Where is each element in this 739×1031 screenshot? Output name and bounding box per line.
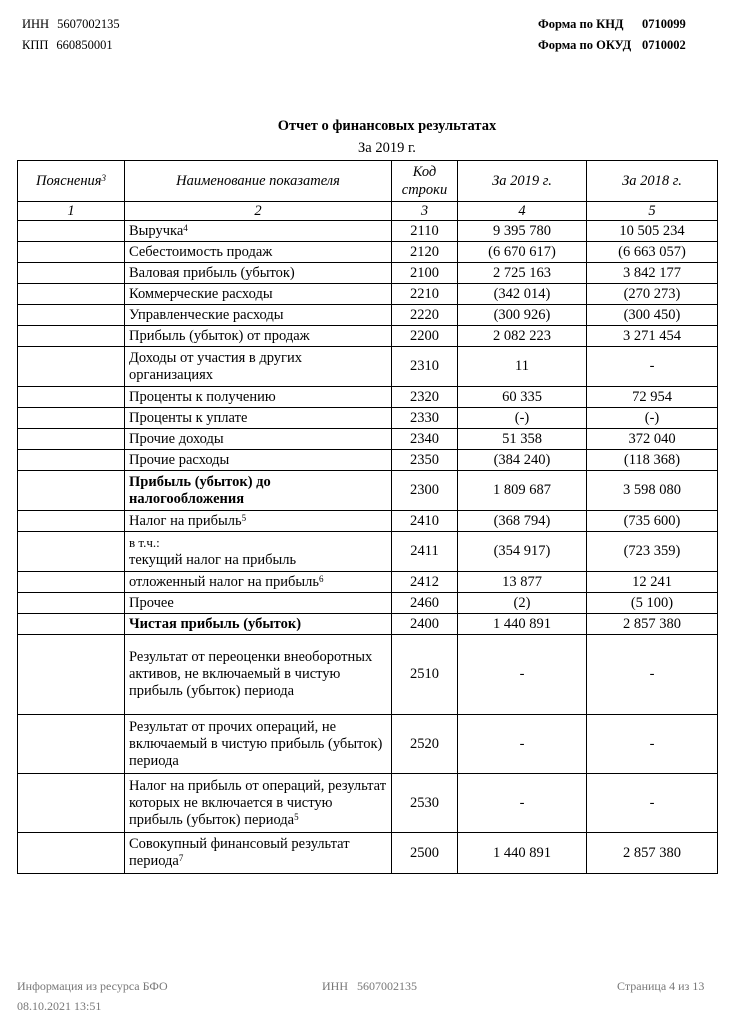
table-row <box>18 408 718 429</box>
table-row <box>18 593 718 614</box>
value-2019: 1 809 687 <box>458 471 587 511</box>
table-row <box>18 635 718 715</box>
indicator-name <box>125 305 392 326</box>
col-number: 3 <box>392 202 458 221</box>
indicator-name <box>125 614 392 635</box>
indicator-name <box>125 471 392 511</box>
notes-cell <box>18 242 125 263</box>
table-row <box>18 774 718 833</box>
value-2018: (735 600) <box>587 511 718 532</box>
notes-cell <box>18 305 125 326</box>
row-code: 2400 <box>392 614 458 635</box>
indicator-name-text: Прочие расходы <box>129 451 230 468</box>
indicator-name-text: Прочие доходы <box>129 430 224 447</box>
table-row <box>18 511 718 532</box>
footnote-mark: 6 <box>319 573 324 584</box>
indicator-name-text: Себестоимость продаж <box>129 243 273 260</box>
kpp-value: 660850001 <box>56 38 113 52</box>
notes-cell <box>18 471 125 511</box>
okud-line <box>538 35 686 56</box>
value-2018: (-) <box>587 408 718 429</box>
indicator-name <box>125 408 392 429</box>
value-2019: (-) <box>458 408 587 429</box>
kpp-line <box>22 35 120 56</box>
indicator-name <box>125 221 392 242</box>
row-code: 2310 <box>392 347 458 387</box>
indicator-name-text: Прибыль (убыток) от продаж <box>129 327 310 344</box>
indicator-name-text: Валовая прибыль (убыток) <box>129 264 295 281</box>
knd-label: Форма по КНД <box>538 17 624 31</box>
table-row <box>18 471 718 511</box>
value-2019: (342 014) <box>458 284 587 305</box>
value-2018: 72 954 <box>587 387 718 408</box>
notes-cell <box>18 572 125 593</box>
footer-inn <box>322 979 417 994</box>
indicator-name-text: Проценты к уплате <box>129 409 248 426</box>
indicator-name <box>125 284 392 305</box>
knd-line <box>538 14 686 35</box>
table-row <box>18 833 718 874</box>
col-previous-header: За 2018 г. <box>587 161 718 202</box>
row-code: 2210 <box>392 284 458 305</box>
value-2019: 1 440 891 <box>458 614 587 635</box>
table-row <box>18 305 718 326</box>
col-current-header: За 2019 г. <box>458 161 587 202</box>
footnote-mark: 7 <box>178 853 184 863</box>
footer-page: Страница 4 из 13 <box>617 979 705 993</box>
value-2019: (6 670 617) <box>458 242 587 263</box>
notes-cell <box>18 221 125 242</box>
indicator-name <box>125 774 392 833</box>
table-row <box>18 450 718 471</box>
column-numbers-row <box>18 202 718 221</box>
table-body <box>18 221 718 874</box>
value-2018: (118 368) <box>587 450 718 471</box>
value-2019: (300 926) <box>458 305 587 326</box>
value-2018: (300 450) <box>587 305 718 326</box>
row-code: 2412 <box>392 572 458 593</box>
value-2018: 2 857 380 <box>587 833 718 874</box>
value-2018: 12 241 <box>587 572 718 593</box>
value-2019: 9 395 780 <box>458 221 587 242</box>
footnote-mark: 5 <box>294 811 299 822</box>
inn-value: 5607002135 <box>57 17 120 31</box>
value-2019: 2 082 223 <box>458 326 587 347</box>
notes-cell <box>18 429 125 450</box>
indicator-name <box>125 715 392 774</box>
value-2018: (723 359) <box>587 532 718 572</box>
table-row <box>18 429 718 450</box>
indicator-name-text: Коммерческие расходы <box>129 285 273 302</box>
header-left <box>22 14 120 56</box>
value-2019: (384 240) <box>458 450 587 471</box>
indicator-name <box>125 532 392 572</box>
value-2019: - <box>458 715 587 774</box>
table-row <box>18 572 718 593</box>
inn-label: ИНН <box>22 17 50 31</box>
row-code: 2110 <box>392 221 458 242</box>
report-period: За 2019 г. <box>358 140 416 156</box>
footnote-mark: 4 <box>183 222 188 233</box>
col-number: 1 <box>18 202 125 221</box>
indicator-name <box>125 593 392 614</box>
value-2019: 1 440 891 <box>458 833 587 874</box>
okud-label: Форма по ОКУД <box>538 38 632 52</box>
kpp-label: КПП <box>22 38 49 52</box>
value-2018: (5 100) <box>587 593 718 614</box>
table-row <box>18 326 718 347</box>
value-2018: (270 273) <box>587 284 718 305</box>
notes-cell <box>18 347 125 387</box>
value-2018: 3 598 080 <box>587 471 718 511</box>
notes-cell <box>18 511 125 532</box>
row-code: 2300 <box>392 471 458 511</box>
indicator-name-text: Выручка <box>129 222 184 239</box>
indicator-name-text: Управленческие расходы <box>129 306 284 323</box>
value-2018: 3 271 454 <box>587 326 718 347</box>
table-row <box>18 263 718 284</box>
indicator-name <box>125 326 392 347</box>
indicator-name-text: Доходы от участия в других организациях <box>129 349 302 383</box>
indicator-name-text: Прочее <box>129 594 174 611</box>
col-number: 4 <box>458 202 587 221</box>
footer-inn-value: 5607002135 <box>357 979 417 993</box>
table-row <box>18 614 718 635</box>
indicator-name <box>125 450 392 471</box>
value-2018: 3 842 177 <box>587 263 718 284</box>
notes-cell <box>18 532 125 572</box>
value-2018: 372 040 <box>587 429 718 450</box>
value-2019: (368 794) <box>458 511 587 532</box>
value-2019: 60 335 <box>458 387 587 408</box>
col-number: 2 <box>125 202 392 221</box>
value-2018: - <box>587 635 718 715</box>
indicator-name-text: Результат от переоценки внеоборотных активов, не включаемый в чистую прибыль (убыток) периода <box>129 649 373 699</box>
notes-cell <box>18 326 125 347</box>
row-code: 2100 <box>392 263 458 284</box>
indicator-name <box>125 635 392 715</box>
row-code: 2120 <box>392 242 458 263</box>
notes-cell <box>18 593 125 614</box>
okud-value: 0710002 <box>642 38 686 52</box>
table-row <box>18 242 718 263</box>
indicator-name <box>125 429 392 450</box>
indicator-name-text: Чистая прибыль (убыток) <box>129 615 302 632</box>
value-2018: 10 505 234 <box>587 221 718 242</box>
indicator-name <box>125 242 392 263</box>
row-code: 2220 <box>392 305 458 326</box>
row-code: 2410 <box>392 511 458 532</box>
col-notes-label: Пояснения <box>35 172 102 189</box>
indicator-name-text: Прибыль (убыток) до налогообложения <box>129 473 271 507</box>
row-code: 2500 <box>392 833 458 874</box>
notes-cell <box>18 387 125 408</box>
notes-cell <box>18 774 125 833</box>
header-right <box>538 14 686 56</box>
row-code: 2510 <box>392 635 458 715</box>
col-name-header: Наименование показателя <box>125 161 392 202</box>
row-code: 2330 <box>392 408 458 429</box>
table-row <box>18 221 718 242</box>
value-2019: (354 917) <box>458 532 587 572</box>
notes-cell <box>18 284 125 305</box>
notes-cell <box>18 408 125 429</box>
footnote-mark: 5 <box>241 512 247 523</box>
indicator-name-text: Результат от прочих операций, не включаемый в чистую прибыль (убыток) периода <box>129 718 383 769</box>
col-notes-sup: 3 <box>101 172 107 183</box>
knd-value: 0710099 <box>642 17 686 31</box>
indicator-name-line: в т.ч.: <box>129 535 160 550</box>
table-row <box>18 387 718 408</box>
value-2018: (6 663 057) <box>587 242 718 263</box>
footer-source: Информация из ресурса БФО <box>17 979 168 993</box>
indicator-name-text: Совокупный финансовый результат периода <box>129 836 350 869</box>
row-code: 2530 <box>392 774 458 833</box>
notes-cell <box>18 263 125 284</box>
value-2019: 2 725 163 <box>458 263 587 284</box>
value-2018: - <box>587 347 718 387</box>
footer-inn-label: ИНН <box>322 979 348 993</box>
indicator-name <box>125 572 392 593</box>
row-code: 2320 <box>392 387 458 408</box>
header-row <box>18 161 718 202</box>
row-code: 2520 <box>392 715 458 774</box>
indicator-name <box>125 263 392 284</box>
table-row <box>18 715 718 774</box>
indicator-name <box>125 387 392 408</box>
notes-cell <box>18 635 125 715</box>
notes-cell <box>18 715 125 774</box>
footer-datetime: 08.10.2021 13:51 <box>17 999 102 1013</box>
value-2019: - <box>458 774 587 833</box>
value-2018: - <box>587 715 718 774</box>
notes-cell <box>18 833 125 874</box>
value-2018: - <box>587 774 718 833</box>
value-2018: 2 857 380 <box>587 614 718 635</box>
value-2019: 11 <box>458 347 587 387</box>
row-code: 2411 <box>392 532 458 572</box>
notes-cell <box>18 614 125 635</box>
table-row <box>18 532 718 572</box>
report-title: Отчет о финансовых результатах <box>277 118 497 134</box>
value-2019: - <box>458 635 587 715</box>
indicator-name <box>125 511 392 532</box>
row-code: 2460 <box>392 593 458 614</box>
indicator-name-text: Проценты к получению <box>129 388 276 405</box>
indicator-name-text: Налог на прибыль от операций, результат которых не включается в чистую прибыль (убыток) периода <box>129 777 387 828</box>
col-number: 5 <box>587 202 718 221</box>
col-notes-header <box>18 161 125 202</box>
indicator-name <box>125 347 392 387</box>
indicator-name-text: Налог на прибыль <box>129 512 242 529</box>
value-2019: 51 358 <box>458 429 587 450</box>
indicator-name <box>125 833 392 874</box>
table-row <box>18 284 718 305</box>
row-code: 2340 <box>392 429 458 450</box>
indicator-name-text: отложенный налог на прибыль <box>129 573 320 590</box>
notes-cell <box>18 450 125 471</box>
row-code: 2200 <box>392 326 458 347</box>
table-row <box>18 347 718 387</box>
indicator-name-line: текущий налог на прибыль <box>129 552 297 568</box>
value-2019: 13 877 <box>458 572 587 593</box>
value-2019: (2) <box>458 593 587 614</box>
inn-line <box>22 14 120 35</box>
col-code-header: Код строки <box>392 161 458 202</box>
financial-results-table <box>17 160 718 874</box>
row-code: 2350 <box>392 450 458 471</box>
